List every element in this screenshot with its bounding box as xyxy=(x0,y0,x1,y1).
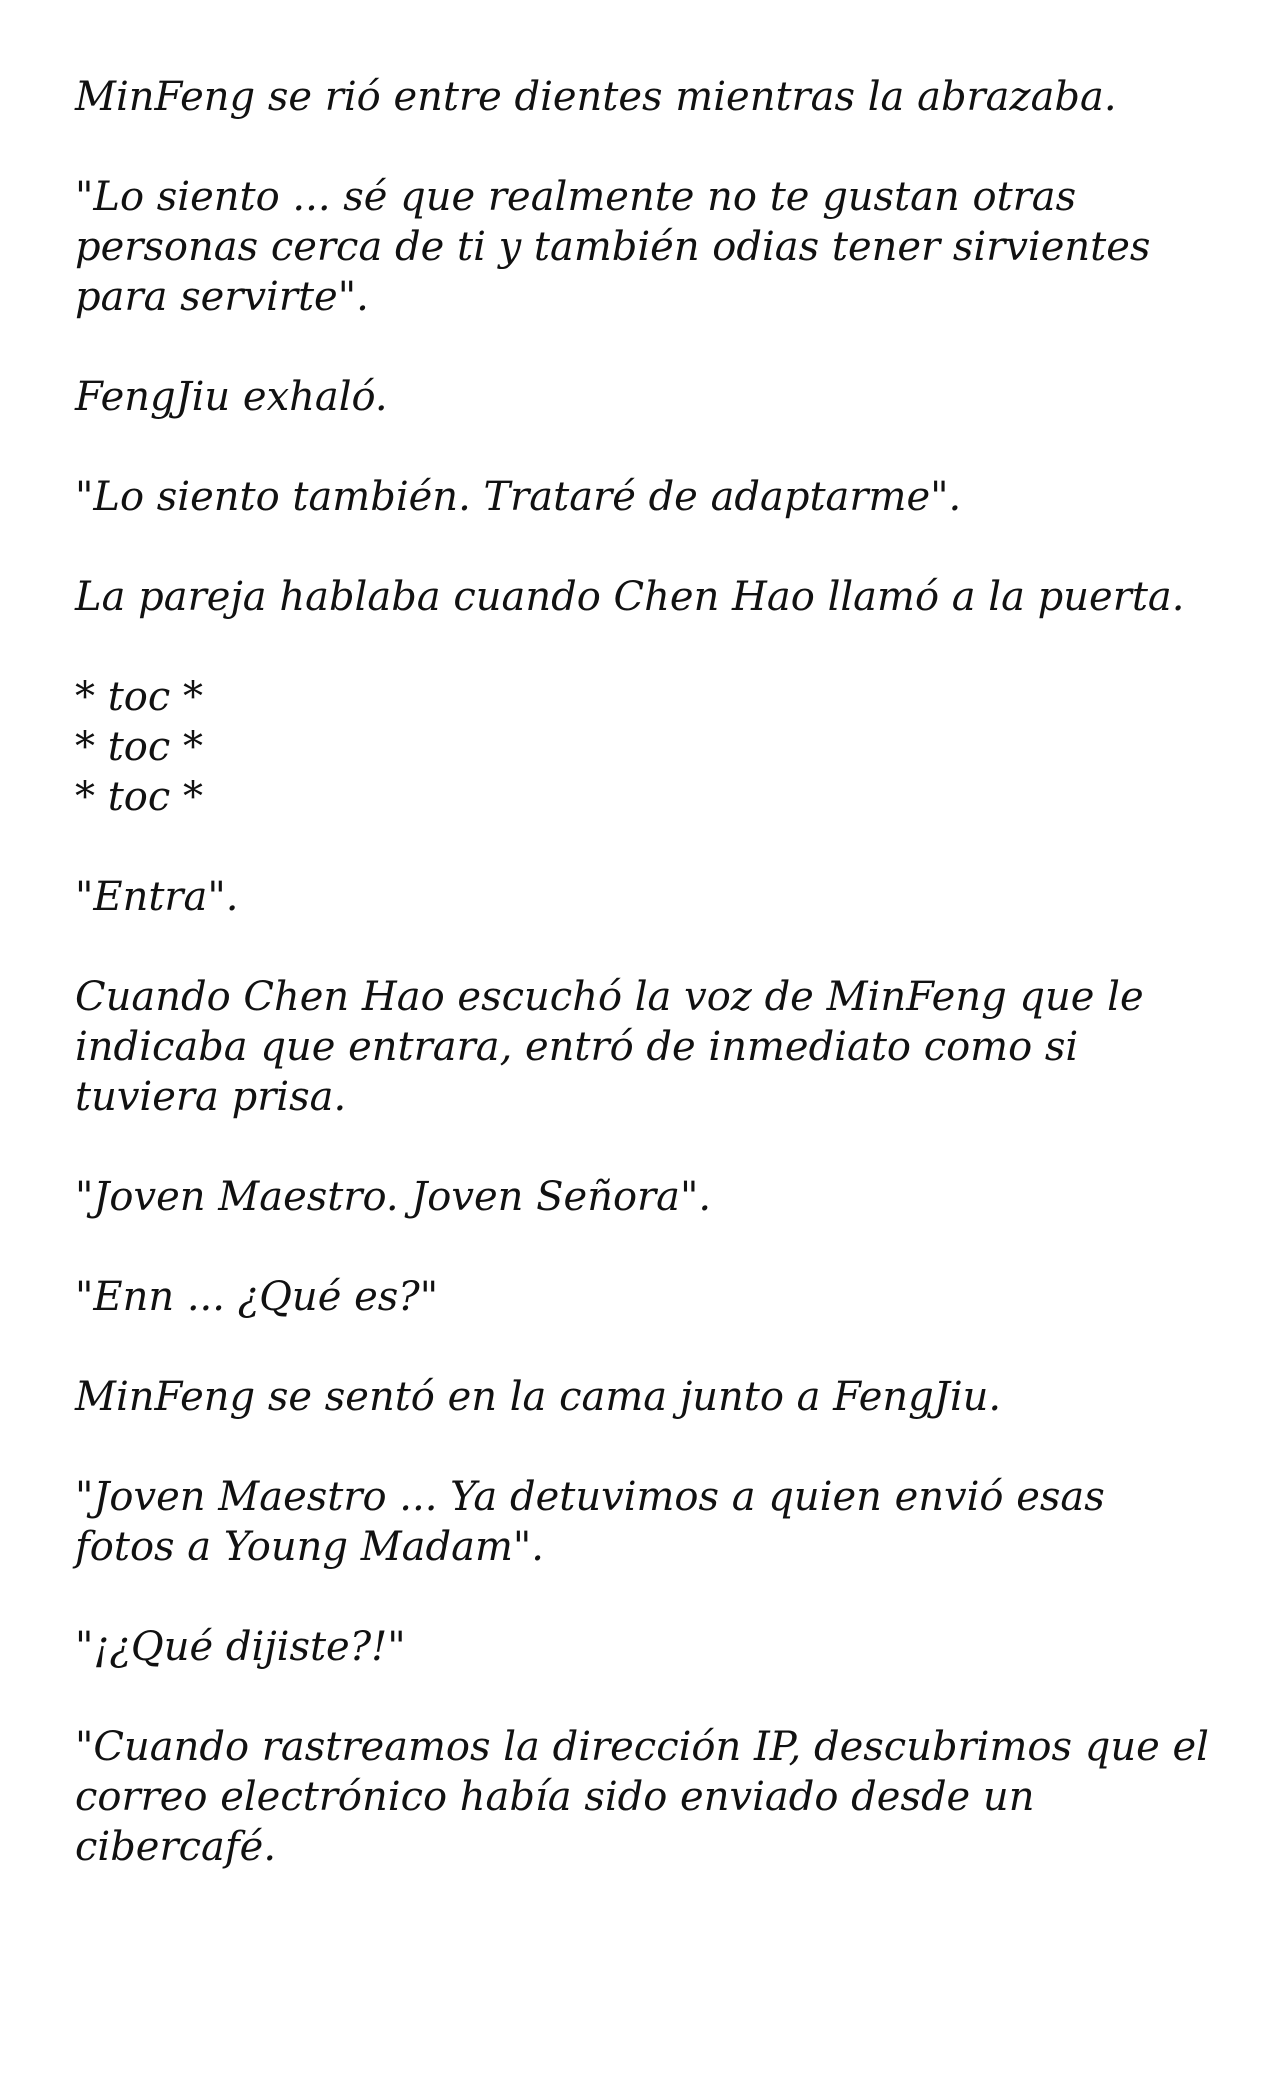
paragraph-what-is-it: "Enn ... ¿Qué es?" xyxy=(75,1274,439,1320)
knock-sound-group xyxy=(75,672,1215,822)
knock-line: * toc * xyxy=(75,774,203,820)
paragraph-greeting: "Joven Maestro. Joven Señora". xyxy=(75,1174,712,1220)
paragraph-apology: "Lo siento ... sé que realmente no te gustan otras personas cerca de ti y también odias tener sirvientes para servirte". xyxy=(75,174,1151,320)
paragraph-sat-on-bed: MinFeng se sentó en la cama junto a FengJiu. xyxy=(75,1374,1002,1420)
paragraph-enter: "Entra". xyxy=(75,874,239,920)
knock-line: * toc * xyxy=(75,724,203,770)
paragraph-knock-door: La pareja hablaba cuando Chen Hao llamó a la puerta. xyxy=(75,574,1185,620)
paragraph-ip-trace: "Cuando rastreamos la dirección IP, descubrimos que el correo electrónico había sido enviado desde un cibercafé. xyxy=(75,1724,1209,1870)
paragraph-what-did-you-say: "¡¿Qué dijiste?!" xyxy=(75,1624,406,1670)
paragraph-chen-hao-enters: Cuando Chen Hao escuchó la voz de MinFeng que le indicaba que entrara, entró de inmediato como si tuviera prisa. xyxy=(75,974,1144,1120)
paragraph-adapt: "Lo siento también. Trataré de adaptarme". xyxy=(75,474,962,520)
paragraph-exhale: FengJiu exhaló. xyxy=(75,374,388,420)
paragraph-chuckle: MinFeng se rió entre dientes mientras la abrazaba. xyxy=(75,74,1117,120)
paragraph-caught-sender: "Joven Maestro ... Ya detuvimos a quien envió esas fotos a Young Madam". xyxy=(75,1474,1105,1570)
knock-line: * toc * xyxy=(75,674,203,720)
